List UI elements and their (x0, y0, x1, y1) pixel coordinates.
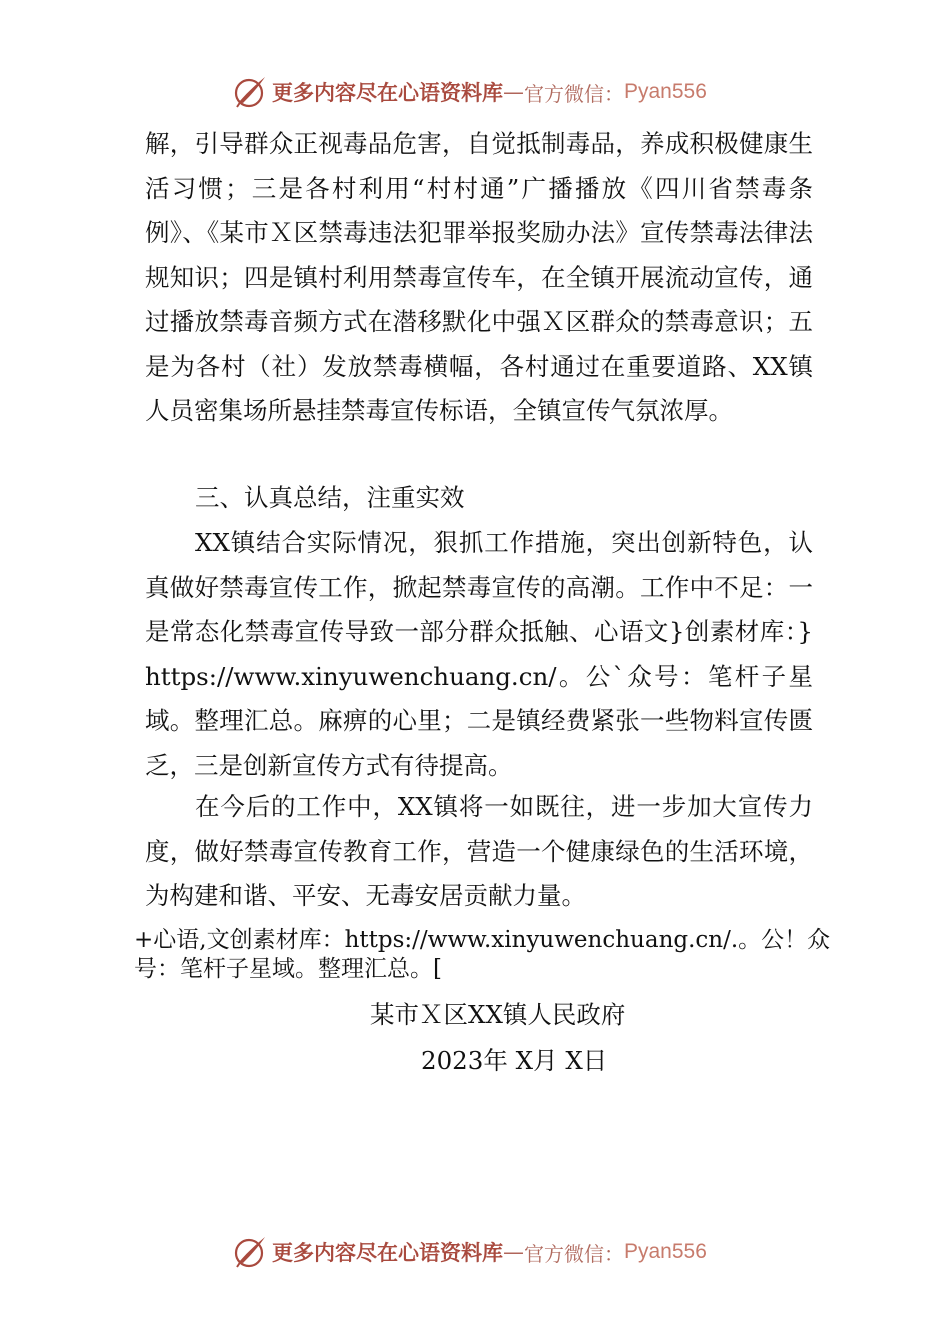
quill-seal-icon (232, 74, 268, 110)
quill-seal-icon (232, 1234, 268, 1270)
signature-date: 2023年 X月 X日 (421, 1046, 608, 1075)
body-paragraph-3: 在今后的工作中，XX镇将一如既往，进一步加大宣传力度，做好禁毒宣传教育工作，营造一个健康绿色的生活环境，为构建和谐、平安、无毒安居贡献力量。 (145, 792, 813, 910)
body-paragraph-1: 解，引导群众正视毒品危害，自觉抵制毒品，养成积极健康生活习惯；三是各村利用“村村通”广播播放《四川省禁毒条例》、《某市Ｘ区禁毒违法犯罪举报奖励办法》宣传禁毒法律法规知识；四是镇村利用禁毒宣传车，在全镇开展流动宣传，通过播放禁毒音频方式在潜移默化中强Ｘ区群众的禁毒意识；五是为各村（社）发放禁毒横幅，各村通过在重要道路、XX镇人员密集场所悬挂禁毒宣传标语，全镇宣传气氛浓厚。 (145, 129, 813, 425)
banner-title: 更多内容尽在心语资料库 (272, 81, 503, 105)
banner-title: 更多内容尽在心语资料库 (272, 1241, 503, 1265)
header-banner (232, 72, 752, 112)
section-heading: 三、认真总结，注重实效 (195, 483, 465, 512)
banner-wechat-id: Pyan556 (624, 80, 707, 103)
watermark-line: +心语,文创素材库：https://www.xinyuwenchuang.cn/.。公！众号：笔杆子星域。整理汇总。[ (134, 927, 831, 982)
signature-org: 某市Ｘ区XX镇人民政府 (370, 1000, 626, 1029)
footer-banner (232, 1232, 752, 1272)
banner-dash: — (503, 80, 524, 104)
body-paragraph-2: XX镇结合实际情况，狠抓工作措施，突出创新特色，认真做好禁毒宣传工作，掀起禁毒宣传的高潮。工作中不足：一是常态化禁毒宣传导致一部分群众抵触、心语文}创素材库：}https://www.xinyuwenchuang.cn/。公`众号：笔杆子星域。整理汇总。麻痹的心里；二是镇经费紧张一些物料宣传匮乏，三是创新宣传方式有待提高。 (145, 528, 813, 780)
banner-wechat-id: Pyan556 (624, 1240, 707, 1263)
banner-dash: — (503, 1240, 524, 1264)
banner-wechat-label: 官方微信： (524, 81, 624, 106)
banner-wechat-label: 官方微信： (524, 1241, 624, 1266)
